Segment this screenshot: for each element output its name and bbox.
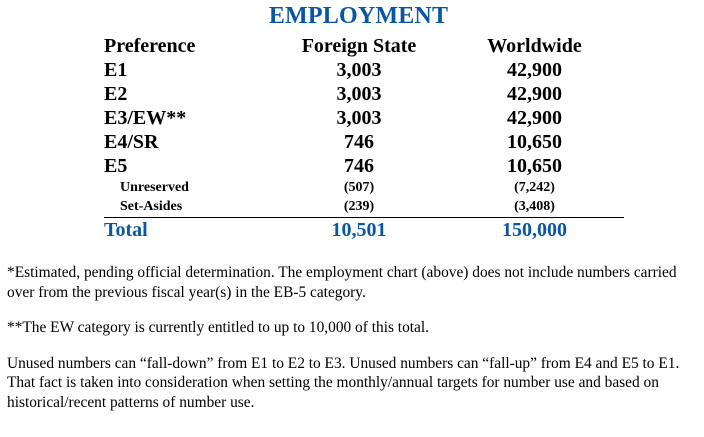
- subrow-preference: Set-Asides: [120, 199, 183, 214]
- note-unused-numbers: Unused numbers can “fall-down” from E1 to E2 to E3. Unused numbers can “fall-up” from E4 and E5 to E1. That fact is taken into consideration when setting the monthly/annual targets for number use and based on historical/recent patterns of number use.: [7, 354, 680, 411]
- total-foreign-state: 10,501: [331, 219, 387, 241]
- row-foreign-state: 746: [344, 155, 374, 177]
- row-preference: E5: [104, 155, 128, 177]
- row-preference: E2: [104, 83, 128, 105]
- header-worldwide: Worldwide: [487, 35, 582, 57]
- row-foreign-state: 3,003: [336, 59, 382, 81]
- subrow-worldwide: (3,408): [514, 199, 555, 214]
- table-total-row: [104, 218, 624, 242]
- total-worldwide: 150,000: [502, 219, 567, 241]
- total-label: Total: [104, 219, 148, 241]
- row-worldwide: 10,650: [507, 155, 562, 177]
- table-subrow: [104, 197, 624, 216]
- row-worldwide: 42,900: [507, 83, 562, 105]
- employment-table: [104, 34, 624, 242]
- table-header-row: [104, 34, 624, 58]
- subrow-foreign-state: (239): [343, 199, 375, 214]
- row-preference: E4/SR: [104, 131, 159, 153]
- note-estimated: *Estimated, pending official determination. The employment chart (above) does not include numbers carried over from the previous fiscal year(s) in the EB-5 category.: [7, 264, 677, 301]
- row-foreign-state: 746: [344, 131, 374, 153]
- row-preference: E1: [104, 59, 128, 81]
- table-row: [104, 58, 624, 82]
- subrow-foreign-state: (507): [343, 180, 375, 195]
- table-row: [104, 154, 624, 178]
- row-foreign-state: 3,003: [336, 83, 382, 105]
- row-worldwide: 42,900: [507, 59, 562, 81]
- note-ew-category: **The EW category is currently entitled to up to 10,000 of this total.: [7, 319, 430, 336]
- table-row: [104, 130, 624, 154]
- subrow-worldwide: (7,242): [514, 180, 555, 195]
- table-row: [104, 106, 624, 130]
- table-row: [104, 82, 624, 106]
- page-title: EMPLOYMENT: [268, 3, 449, 29]
- notes-section: [7, 263, 697, 412]
- table-subrow: [104, 178, 624, 197]
- header-preference: Preference: [104, 35, 196, 57]
- header-foreign-state: Foreign State: [301, 35, 417, 57]
- subrow-preference: Unreserved: [120, 180, 189, 195]
- row-worldwide: 10,650: [507, 131, 562, 153]
- row-preference: E3/EW**: [104, 107, 187, 129]
- row-foreign-state: 3,003: [336, 107, 382, 129]
- row-worldwide: 42,900: [507, 107, 562, 129]
